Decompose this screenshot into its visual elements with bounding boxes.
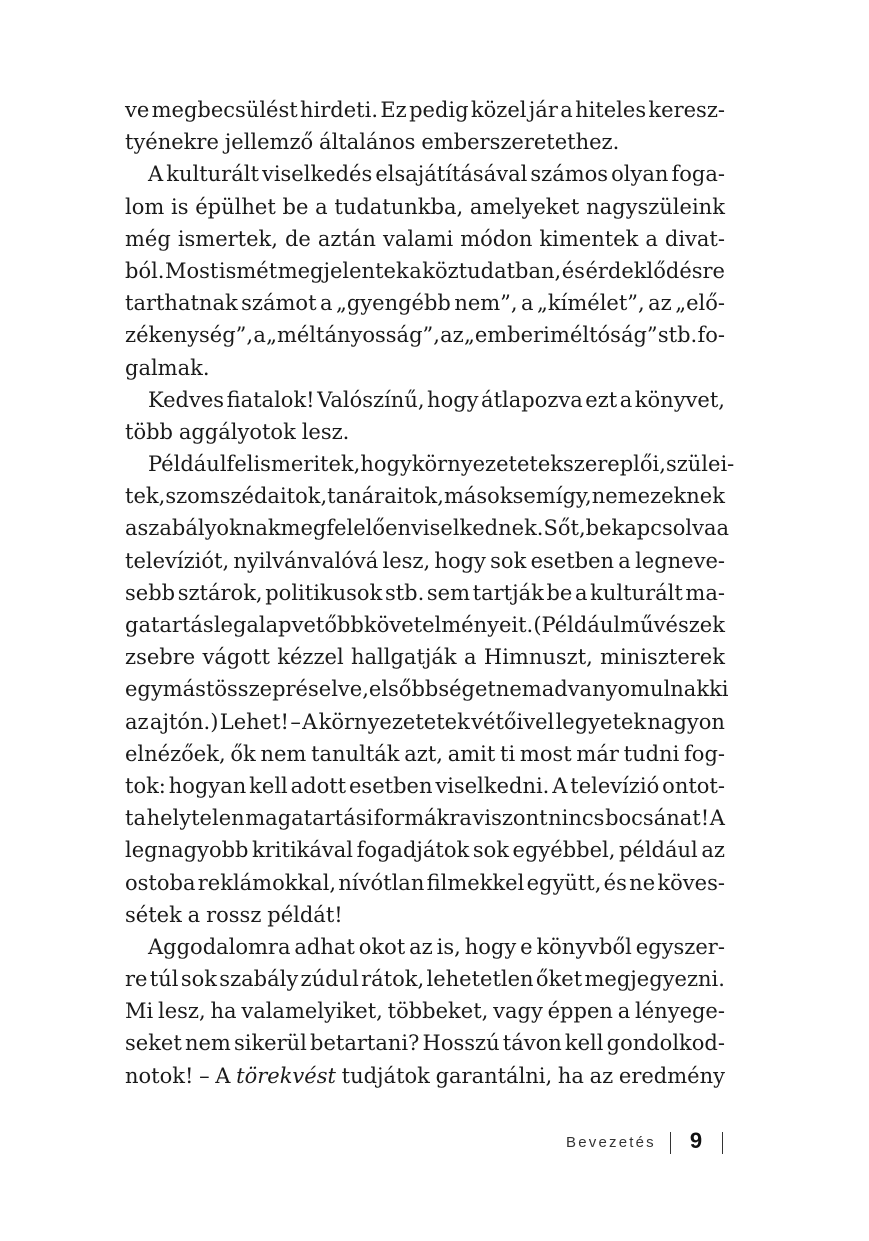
word: most	[519, 741, 572, 766]
text-line	[125, 609, 725, 641]
text-line	[125, 899, 725, 931]
word: nagyszüleink	[586, 194, 725, 219]
word: hogy	[434, 548, 486, 573]
text-line	[125, 673, 729, 705]
word: be	[282, 194, 309, 219]
word: magatartási	[245, 806, 374, 831]
word: vétőivel	[471, 709, 555, 734]
word: összepréselve,	[214, 677, 369, 702]
word: nem	[591, 484, 638, 509]
word: televíziót,	[125, 548, 230, 573]
word: ostoba	[125, 870, 196, 895]
word: köztudatban,	[422, 258, 562, 283]
emphasized-word: törekvést	[236, 1063, 336, 1088]
word: Sőt,	[543, 516, 586, 541]
page-number: 9	[689, 1128, 703, 1153]
word: Aggodalomra	[148, 934, 291, 959]
word: és	[561, 258, 585, 283]
word: példát!	[267, 902, 343, 927]
word: hallgatják	[351, 645, 457, 670]
word: könyvet,	[634, 387, 725, 412]
text-line	[125, 738, 725, 770]
word: tanáraitok,	[327, 484, 444, 509]
word: ezeknek	[637, 484, 725, 509]
text-line	[125, 641, 725, 673]
word: lom	[125, 194, 165, 219]
word: ki	[709, 677, 729, 702]
word: kulturált	[166, 162, 259, 187]
text-line	[125, 255, 725, 287]
word: gatartás	[125, 613, 214, 637]
text-line	[125, 416, 725, 448]
text-line	[125, 319, 725, 351]
word: a	[521, 291, 534, 316]
word: ajtón.)	[149, 709, 219, 734]
word: együtt,	[526, 870, 602, 895]
word: lényege-	[635, 999, 725, 1024]
word: számos	[530, 162, 609, 187]
running-footer-section-label: Bevezetés	[566, 1134, 656, 1151]
word: A	[709, 806, 725, 831]
word: méltóság”	[550, 323, 658, 348]
word: a	[574, 580, 588, 605]
word: e	[520, 934, 533, 959]
word: a	[560, 98, 573, 122]
footer-divider-right	[722, 1132, 723, 1154]
word: (Például	[533, 613, 621, 637]
text-line	[125, 867, 725, 899]
word: –	[199, 1063, 210, 1088]
word: aztán	[317, 226, 376, 251]
word: ők	[230, 741, 256, 766]
word: általános	[319, 130, 416, 155]
word: elsajátításával	[375, 162, 528, 187]
word: egymást	[125, 677, 215, 702]
word: garantálni,	[435, 1063, 553, 1088]
word: a	[645, 226, 658, 251]
word: betartani?	[310, 1031, 420, 1056]
word: megjegyezni.	[584, 967, 725, 992]
word: galmak.	[125, 355, 210, 380]
word: kell	[564, 1031, 604, 1056]
word: ha	[557, 1063, 584, 1088]
word: A	[215, 1063, 231, 1088]
word: a	[716, 516, 730, 541]
word: sebb	[125, 580, 176, 605]
word: egyszer-	[635, 934, 725, 959]
word: őket	[535, 967, 583, 992]
word: hirdeti.	[300, 98, 379, 122]
word: A	[148, 162, 164, 187]
word: ti	[500, 741, 516, 766]
word: divat-	[664, 226, 725, 251]
word: több	[125, 419, 173, 444]
word: és	[603, 870, 627, 895]
word: már	[576, 741, 619, 766]
word: lesz.	[301, 419, 350, 444]
word: követelményeit.	[364, 613, 534, 637]
footer-divider-left	[670, 1132, 671, 1154]
word: amelyeket	[469, 194, 580, 219]
word: miniszterek	[600, 645, 725, 670]
word: ezt	[585, 387, 618, 412]
word: mások	[443, 484, 513, 509]
word: ma-	[685, 580, 725, 605]
word: érdeklődésre	[585, 258, 725, 283]
text-line	[125, 931, 725, 963]
word: legyetek	[555, 709, 647, 734]
text-line	[125, 94, 725, 126]
word: többeket,	[387, 999, 489, 1024]
text-line	[125, 577, 725, 609]
word: filmekkel	[426, 870, 525, 895]
word: szereplői,	[563, 452, 666, 477]
word: az	[701, 838, 725, 863]
word: szabályoknak	[137, 516, 281, 541]
word: kritikával	[252, 838, 354, 863]
word: Most	[165, 258, 219, 283]
word: nincs	[548, 806, 605, 831]
word: helytelen	[146, 806, 245, 831]
word: Valószínű,	[317, 387, 425, 412]
word: adhat	[294, 934, 355, 959]
word: pedig	[409, 98, 469, 122]
word: esetben	[349, 773, 433, 798]
word: sok	[490, 548, 527, 573]
word: –	[290, 709, 301, 734]
word: Kedves	[148, 387, 225, 412]
word: kell	[249, 773, 288, 798]
word: legalapvetőbb	[213, 613, 364, 637]
word: fog-	[684, 741, 725, 766]
word: környezetetek	[318, 709, 470, 734]
word: elsőbbséget	[368, 677, 496, 702]
text-line	[125, 158, 725, 190]
word: ontot-	[662, 773, 725, 798]
word: nem	[495, 677, 542, 702]
word: rossz	[206, 902, 262, 927]
word: seket	[125, 1031, 182, 1056]
word: közel	[470, 98, 527, 122]
word: az	[409, 934, 433, 959]
word: sok	[180, 967, 217, 992]
text-line	[125, 480, 725, 512]
word: A	[552, 773, 568, 798]
word: lehetetlen	[426, 967, 534, 992]
word: így,	[555, 484, 592, 509]
word: aggályotok	[178, 419, 296, 444]
word: „elő-	[675, 291, 725, 316]
word: sikerül	[233, 1031, 307, 1056]
word: „emberi	[463, 323, 550, 348]
word: a	[464, 645, 477, 670]
text-line	[125, 706, 725, 738]
text-line	[125, 223, 725, 255]
word: ve	[125, 98, 150, 122]
word: módon	[460, 226, 533, 251]
word: még	[125, 226, 171, 251]
text-line	[125, 191, 725, 223]
word: tartják	[472, 580, 544, 605]
word: fiatalok!	[226, 387, 315, 412]
word: eredmény	[618, 1063, 725, 1088]
word: sem	[426, 580, 471, 605]
body-text	[125, 94, 735, 1092]
word: adott	[290, 773, 347, 798]
word: sétek	[125, 902, 182, 927]
word: sztárok,	[177, 580, 263, 605]
word: a	[409, 258, 422, 283]
word: túl	[149, 967, 179, 992]
word: foga-	[671, 162, 725, 187]
word: tudni	[623, 741, 680, 766]
word: ne	[629, 870, 656, 895]
word: sok	[472, 838, 509, 863]
word: be	[546, 580, 573, 605]
word: könyvből	[536, 934, 632, 959]
word: kulturált	[590, 580, 683, 605]
text-line	[125, 995, 725, 1027]
word: környezetetek	[411, 452, 563, 477]
word: olyan	[611, 162, 669, 187]
word: tyénekre	[125, 130, 219, 155]
word: re	[125, 967, 148, 992]
word: Hosszú	[422, 1031, 500, 1056]
text-line	[125, 287, 725, 319]
word: egyébbel,	[512, 838, 616, 863]
word: tudatunkba,	[334, 194, 464, 219]
word: lesz,	[158, 999, 206, 1024]
word: megbecsülést	[151, 98, 298, 122]
word: szabály	[219, 967, 299, 992]
word: tarthatnak	[125, 291, 238, 316]
word: rátok,	[361, 967, 425, 992]
word: felismeritek,	[226, 452, 361, 477]
word: bocsánat!	[605, 806, 710, 831]
word: művészek	[620, 613, 725, 637]
word: „méltányosság”,	[266, 323, 440, 348]
word: fogadjátok	[356, 838, 470, 863]
word: a	[617, 999, 631, 1024]
word: megfelelően	[280, 516, 412, 541]
word: bekapcsolva	[585, 516, 717, 541]
word: nem	[260, 741, 307, 766]
word: Himnuszt,	[483, 645, 593, 670]
word: épülhet	[195, 194, 276, 219]
page-footer	[0, 1128, 869, 1162]
text-line	[125, 963, 725, 995]
word: például	[618, 838, 698, 863]
word: az	[648, 291, 672, 316]
word: tudjátok	[341, 1063, 430, 1088]
word: az	[125, 709, 149, 734]
word: tok:	[125, 773, 166, 798]
word: tek,	[125, 484, 166, 509]
word: emberszeretethez.	[421, 130, 620, 155]
word: éppen	[547, 999, 613, 1024]
word: nyomulnak	[592, 677, 710, 702]
text-line	[125, 545, 725, 577]
word: kézzel	[277, 645, 344, 670]
word: amit	[447, 741, 496, 766]
text-line	[125, 352, 725, 384]
word: hiteles	[575, 98, 647, 122]
word: A	[302, 709, 318, 734]
word: viselkednek.	[411, 516, 544, 541]
word: ha	[210, 999, 237, 1024]
word: jellemző	[224, 130, 314, 155]
word: legnagyobb	[125, 838, 249, 863]
word: „kímélet”,	[537, 291, 645, 316]
word: átlapozva	[481, 387, 583, 412]
word: köves-	[657, 870, 725, 895]
word: vagy	[493, 999, 543, 1024]
text-line	[125, 1027, 725, 1059]
word: zékenység”,	[125, 323, 254, 348]
text-line	[125, 770, 725, 802]
word: távon	[502, 1031, 562, 1056]
word: a	[187, 902, 201, 927]
word: is	[171, 194, 189, 219]
text-line	[125, 512, 730, 544]
word: valamelyiket,	[241, 999, 383, 1024]
word: okot	[358, 934, 406, 959]
word: szomszédaitok,	[165, 484, 328, 509]
word: Lehet!	[219, 709, 289, 734]
word: viszont	[472, 806, 548, 831]
text-line	[125, 448, 735, 480]
word: stb.	[657, 323, 698, 348]
word: nem	[184, 1031, 231, 1056]
word: keresz-	[648, 98, 725, 122]
word: vágott	[202, 645, 270, 670]
word: szülei-	[665, 452, 735, 477]
word: fo-	[697, 323, 725, 348]
word: is,	[436, 934, 461, 959]
word: televízió	[570, 773, 660, 798]
word: jár	[528, 98, 558, 122]
word	[236, 1060, 336, 1092]
word: azt,	[404, 741, 443, 766]
word: a	[315, 194, 328, 219]
text-line	[125, 802, 725, 834]
word: Ez	[380, 98, 407, 122]
text-line	[125, 1060, 725, 1092]
word: esetben	[530, 548, 615, 573]
word: a	[125, 516, 138, 541]
text-line	[125, 384, 725, 416]
word: kimentek	[539, 226, 639, 251]
word: formákra	[373, 806, 472, 831]
word: legneve-	[635, 548, 725, 573]
word: az	[440, 323, 464, 348]
word: a	[619, 387, 633, 412]
word: ismertek,	[177, 226, 278, 251]
word: nívótlan	[338, 870, 425, 895]
word: zúdul	[300, 967, 359, 992]
word: hogyan	[168, 773, 247, 798]
word: viselkedni.	[435, 773, 550, 798]
word: a	[618, 548, 631, 573]
word: elnézőek,	[125, 741, 226, 766]
word: megjelentek	[277, 258, 409, 283]
word: de	[284, 226, 311, 251]
word: hogy	[360, 452, 412, 477]
word: a	[319, 291, 333, 316]
word: sem	[512, 484, 556, 509]
word: zsebre	[125, 645, 196, 670]
word: politikusok	[265, 580, 383, 605]
word: ból.	[125, 258, 165, 283]
word: tanulták	[311, 741, 400, 766]
word: nyilvánvalóvá	[233, 548, 379, 573]
word: lesz,	[382, 548, 431, 573]
word: valami	[382, 226, 454, 251]
word: viselkedés	[261, 162, 373, 187]
word: stb.	[384, 580, 425, 605]
word: hogy	[427, 387, 479, 412]
word: Mi	[125, 999, 154, 1024]
word: az	[589, 1063, 614, 1088]
text-line	[125, 834, 725, 866]
word: gondolkod-	[606, 1031, 725, 1056]
word: számot	[241, 291, 317, 316]
word: nagyon	[647, 709, 725, 734]
text-line	[125, 126, 725, 158]
word: reklámokkal,	[197, 870, 337, 895]
word: „gyengébb	[335, 291, 451, 316]
word: ta	[125, 806, 146, 831]
word: hogy	[464, 934, 517, 959]
word: Például	[148, 452, 227, 477]
word: adva	[541, 677, 593, 702]
word: ismét	[218, 258, 278, 283]
word: a	[253, 323, 266, 348]
word: notok!	[125, 1063, 194, 1088]
word: nem”,	[454, 291, 518, 316]
